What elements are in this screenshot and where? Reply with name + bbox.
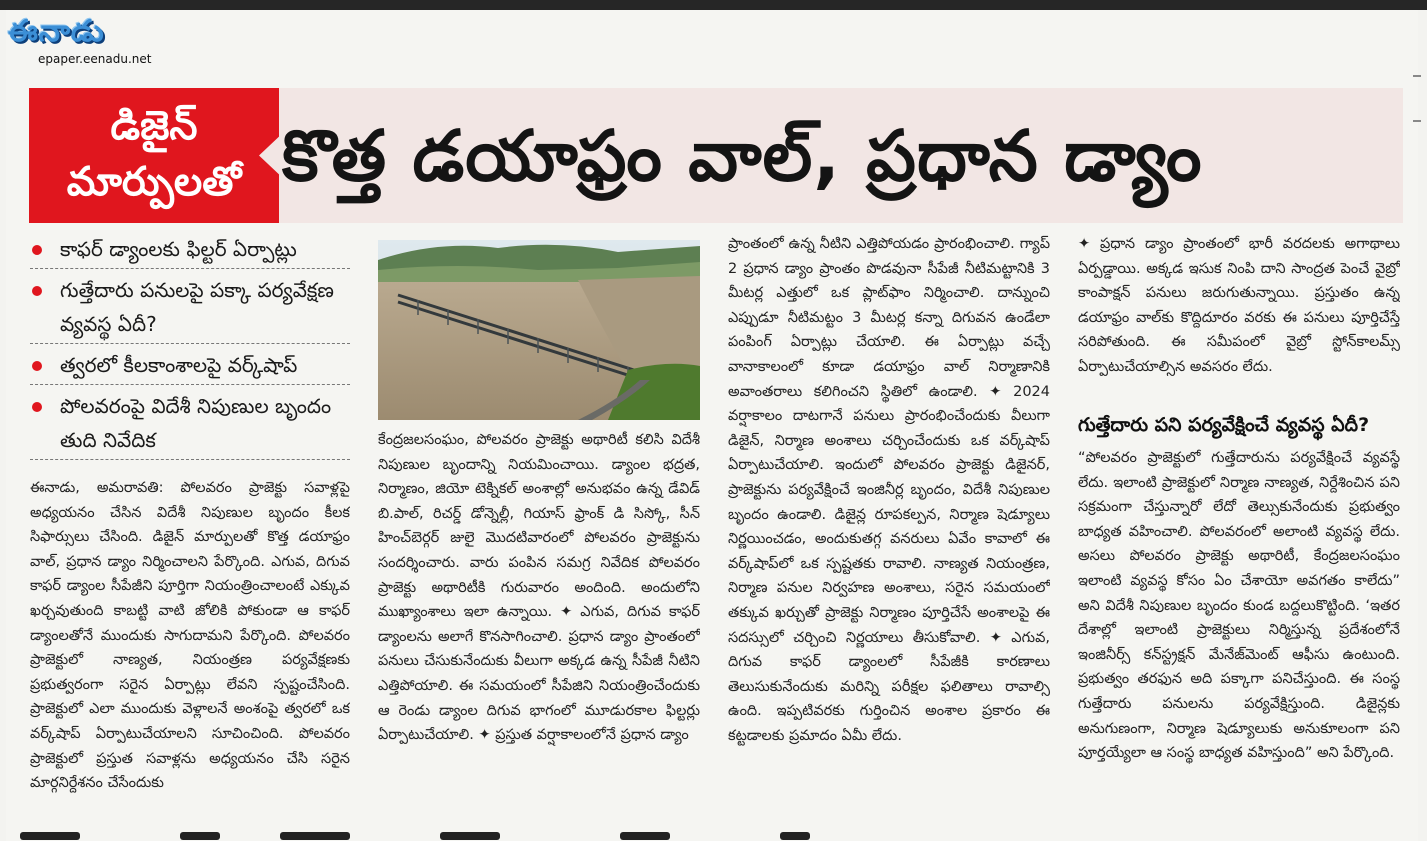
highlight-item (30, 273, 350, 344)
column-4-top-text: ✦ ప్రధాన డ్యాం ప్రాంతంలో భారీ వరదలకు అగాథాలు ఏర్పడ్డాయి. అక్కడ ఇసుక నింపి దాని సాంద్రత పెంచే వైబ్రో కాంపాక్షన్ పనులు జరుగుతున్నాయి. ప్రస్తుతం ఉన్న డయాఫ్రం వాల్‌కు కొద్దిదూరం వరకు ఈ పనులు పూర్తిచేస్తే సరిపోతుంది. ఈ సమీపంలో వైబ్రో స్టోన్‌కాలమ్స్ ఏర్పాటుచేయాల్సిన అవసరం లేదు. (1078, 236, 1400, 375)
highlight-item (30, 348, 350, 385)
highlight-text: గుత్తేదారు పనులపై పక్కా పర్యవేక్షణ వ్యవస్థ ఏదీ? (60, 278, 334, 336)
highlight-text: త్వరలో కీలకాంశాలపై వర్క్‌షాప్ (60, 353, 298, 377)
article-column-4-top (1078, 232, 1400, 404)
bullet-icon (32, 402, 42, 412)
page-edge-marks (1409, 0, 1421, 841)
column-4-subheading: గుత్తేదారు పని పర్యవేక్షించే వ్యవస్థ ఏదీ? (1078, 414, 1370, 436)
highlight-item (30, 232, 350, 269)
highlight-text: కాఫర్ డ్యాంలకు ఫిల్టర్ ఏర్పాట్లు (60, 237, 297, 261)
column-3-text: ప్రాంతంలో ఉన్న నీటిని ఎత్తిపోయడం ప్రారంభించాలి. గ్యాప్ 2 ప్రధాన డ్యాం ప్రాంతం పొడవునా సీపేజీ నీటిమట్టానికి 3 మీటర్ల ఎత్తులో ఒక ప్లాట్‌ఫాం నిర్మించాలి. దాన్నుంచి ఎప్పుడూ నీటిమట్టం 3 మీటర్ల కన్నా దిగువన ఉండేలా పంపింగ్ ఏర్పాట్లు చేయాలి. ఈ ఏర్పాట్లు వచ్చే వానాకాలంలో కూడా డయాఫ్రం వాల్ నిర్మాణానికి అవాంతరాలు కలిగించని స్థితిలో ఉండాలి. ✦ 2024 వర్షాకాలం దాటగానే పనులు ప్రారంభించేందుకు వీలుగా డిజైన్, నిర్మాణ అంశాలు చర్చించేందుకు ఒక వర్క్‌షాప్ ఏర్పాటుచేయాలి. ఇందులో పోలవరం ప్రాజెక్టు డిజైనర్, ప్రాజెక్టును పర్యవేక్షించే ఇంజినీర్ల బృందం, విదేశీ నిపుణుల బృందం ఉండాలి. డిజైన్ల రూపకల్పన, నిర్మాణ షెడ్యూలు నిర్ణయించడం, అందుకుతగ్గ వనరులు ఏవేం కావాలో ఈ వర్క్‌షాప్‌లో ఒక స్పష్టతకు రావాలి. నాణ్యత నియంత్రణ, నిర్మాణ పనుల నిర్వహణ అంశాలు, సరైన సమయంలో తక్కువ ఖర్చుతో ప్రాజెక్టు నిర్మాణం పూర్తిచేసే అంశాలపై ఈ సదస్సులో చర్చించి నిర్ణయాలు తీసుకోవాలి. ✦ ఎగువ, దిగువ కాఫర్ డ్యాంలలో సీపేజీకి కారణాలు తెలుసుకునేందుకు మరిన్ని పరీక్షల ఫలితాలు రావాల్సి ఉంది. ఇప్పటివరకు గుర్తించిన అంశాల ప్రకారం ఈ కట్టడాలకు ప్రమాదం ఏమీ లేదు. (728, 236, 1050, 744)
column-4-bottom-text: “పోలవరం ప్రాజెక్టులో గుత్తేదారును పర్యవేక్షించే వ్యవస్థే లేదు. ఇలాంటి ప్రాజెక్టులో నిర్మాణ నాణ్యత, నిర్దేశించిన పని సక్రమంగా చేస్తున్నారో లేదో తెల్సుకునేందుకు ప్రభుత్వం బాధ్యత వహించాలి. పోలవరంలో అలాంటి వ్యవస్థ లేదు. అసలు పోలవరం ప్రాజెక్టు అథారిటీ, కేంద్రజలసంఘం ఇలాంటి వ్యవస్థ కోసం ఏం చేశాయో అవగతం కాలేదు” అని విదేశీ నిపుణుల బృందం కుండ బద్దలుకొట్టింది. ‘ఇతర దేశాల్లో ఇలాంటి ప్రాజెక్టులు నిర్మిస్తున్న ప్రదేశంలోనే ఇంజినీర్స్ కన్‌స్ట్రక్షన్ మేనేజ్‌మెంట్ ఆఫీసు ఉంటుంది. ప్రభుత్వం తరఫున అది పక్కాగా పనిచేస్తుంది. ఈ సంస్థ గుత్తేదారు పనులను పర్యవేక్షిస్తుంది. డిజైన్లకు అనుగుణంగా, నిర్మాణ షెడ్యూలుకు అనుకూలంగా పని పూర్తయ్యేలా ఆ సంస్థ బాధ్యత వహిస్తుంది” అని పేర్కొంది. (1078, 450, 1400, 762)
article-column-4-bottom (1078, 446, 1400, 822)
article-column-2 (378, 428, 700, 822)
dam-photo (378, 240, 700, 420)
bullet-icon (32, 361, 42, 371)
kicker-line-1: డిజైన్ (110, 103, 198, 149)
bullet-icon (32, 245, 42, 255)
viewer-top-bar (0, 0, 1427, 10)
kicker-line-2: మార్పులతో (66, 159, 242, 205)
highlights-list (30, 232, 350, 464)
column-1-text: ఈనాడు, అమరావతి: పోలవరం ప్రాజెక్టు సవాళ్లపై అధ్యయనం చేసిన విదేశీ నిపుణుల బృందం కీలక సిఫార్సులు చేసింది. డిజైన్ మార్పులతో కొత్త డయాఫ్రం వాల్, ప్రధాన డ్యాం నిర్మించాలని పేర్కొంది. ఎగువ, దిగువ కాఫర్ డ్యాంల సీపేజీని పూర్తిగా నియంత్రించాలంటే ఎక్కువ ఖర్చవుతుంది కాబట్టి వాటి జోలికి పోకుండా ఆ కాఫర్ డ్యాంలతోనే ముందుకు సాగుదామని పేర్కొంది. పోలవరం ప్రాజెక్టులో నాణ్యత, నియంత్రణ పర్యవేక్షణకు ప్రభుత్వరంగా సరైన ఏర్పాట్లు లేవని స్పష్టంచేసింది. ప్రాజెక్టులో ఎలా ముందుకు వెళ్లాలనే అంశంపై త్వరలో ఒక వర్క్‌షాప్ ఏర్పాటుచేయాలని సూచించింది. పోలవరం ప్రాజెక్టులో ప్రస్తుత సవాళ్లను అధ్యయనం చేసి సరైన మార్గనిర్దేశనం చేసేందుకు (30, 480, 350, 792)
kicker-text (29, 98, 279, 210)
next-article-strip (20, 830, 1415, 841)
dam-photo-icon (378, 240, 700, 420)
main-headline: కొత్త డయాఫ్రం వాల్, ప్రధాన డ్యాం (282, 115, 1203, 197)
article-column-1 (30, 476, 350, 822)
highlight-item (30, 389, 350, 460)
bullet-icon (32, 286, 42, 296)
article-column-3 (728, 232, 1050, 822)
eenadu-logo[interactable]: ఈనాడు (8, 14, 105, 49)
site-url[interactable]: epaper.eenadu.net (38, 52, 152, 66)
highlight-text: పోలవరంపై విదేశీ నిపుణుల బృందం తుది నివేదిక (60, 394, 332, 452)
column-2-text: కేంద్రజలసంఘం, పోలవరం ప్రాజెక్టు అథారిటీ కలిసి విదేశీ నిపుణుల బృందాన్ని నియమించాయి. డ్యాంల భద్రత, నిర్మాణం, జియో టెక్నికల్ అంశాల్లో అనుభవం ఉన్న డేవిడ్ బి.పాల్, రిచర్డ్ డోన్నెల్లీ, గియాస్ ఫ్రాంక్ డి సిస్కో, సీన్ హించ్‌బెర్గర్ జులై మొదటివారంలో పోలవరం ప్రాజెక్టును సందర్శించారు. వారు పంపిన సమగ్ర నివేదిక పోలవరం ప్రాజెక్టు అథారిటీకి గురువారం అందింది. అందులోని ముఖ్యాంశాలు ఇలా ఉన్నాయి. ✦ ఎగువ, దిగువ కాఫర్ డ్యాంలను అలాగే కొనసాగించాలి. ప్రధాన డ్యాం ప్రాంతంలో పనులు చేసుకునేందుకు వీలుగా అక్కడ ఉన్న సీపేజీ నీటిని ఎత్తిపోయాలి. ఈ సమయంలో సీపేజిని నియంత్రించేందుకు ఆ రెండు డ్యాంల దిగువ భాగంలో మూడురకాల ఫిల్టర్లు ఏర్పాటుచేయాలి. ✦ ప్రస్తుత వర్షాకాలంలోనే ప్రధాన డ్యాం (378, 432, 700, 744)
